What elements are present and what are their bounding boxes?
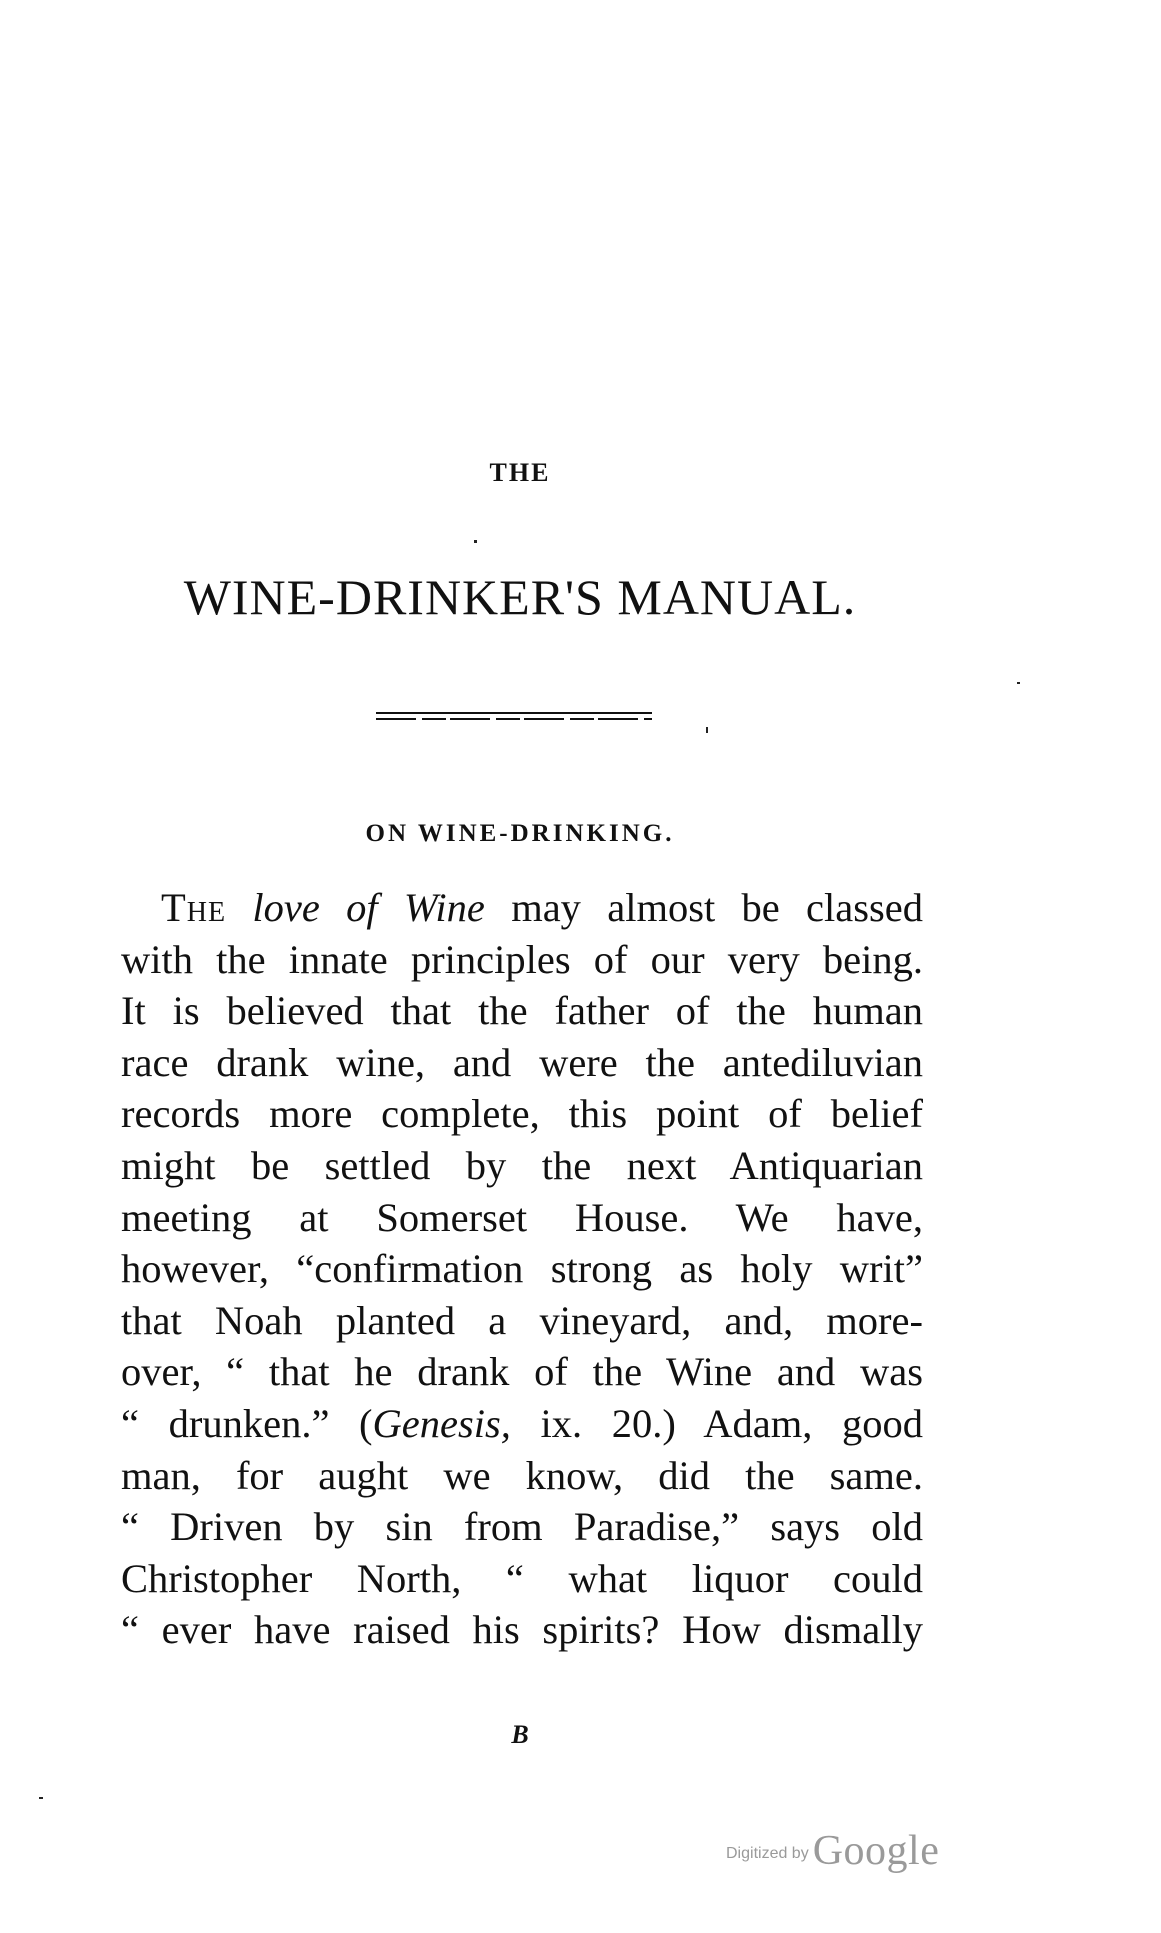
body-line-text: may almost be classed xyxy=(484,885,923,930)
body-line-text: ix. 20.) Adam, good xyxy=(510,1400,923,1446)
signature-mark: B xyxy=(511,1720,529,1749)
body-line xyxy=(121,882,923,934)
digitized-watermark xyxy=(726,1827,939,1875)
print-speck xyxy=(706,727,708,733)
google-logo: Google xyxy=(812,1828,940,1874)
decorative-rule xyxy=(376,712,652,720)
body-line-text: “ drunken.” ( xyxy=(121,1400,373,1446)
body-line xyxy=(121,1398,923,1450)
body-line: might be settled by the next Antiquarian xyxy=(121,1142,923,1188)
body-line: however, “confirmation strong as holy writ” xyxy=(121,1246,923,1292)
opening-word: The xyxy=(161,885,227,930)
watermark-prefix: Digitized by xyxy=(726,1845,809,1862)
body-line: over, “ that he drank of the Wine and was xyxy=(121,1349,923,1395)
body-line: with the innate principles of our very being. xyxy=(121,936,923,982)
body-line: race drank wine, and were the antediluvian xyxy=(121,1039,923,1085)
body-line: Christopher North, “ what liquor could xyxy=(121,1555,923,1601)
body-line: records more complete, this point of belief xyxy=(121,1091,923,1137)
page-title: WINE-DRINKER'S MANUAL. xyxy=(183,569,857,625)
print-speck xyxy=(39,1797,43,1799)
emphasis-text: love of Wine xyxy=(252,885,485,930)
body-line: man, for aught we know, did the same. xyxy=(121,1452,923,1498)
title-kicker: THE xyxy=(489,458,551,487)
body-text xyxy=(121,882,923,1656)
body-line: It is believed that the father of the human xyxy=(121,988,923,1034)
body-line: that Noah planted a vineyard, and, more- xyxy=(121,1297,923,1343)
print-speck xyxy=(474,540,477,543)
body-line: meeting at Somerset House. We have, xyxy=(121,1194,923,1240)
print-speck xyxy=(1017,682,1020,684)
body-line: “ Driven by sin from Paradise,” says old xyxy=(121,1504,923,1550)
citation-title: Genesis, xyxy=(372,1400,511,1446)
body-line: “ ever have raised his spirits? How dismally xyxy=(121,1607,923,1653)
section-heading: ON WINE-DRINKING. xyxy=(365,820,675,847)
